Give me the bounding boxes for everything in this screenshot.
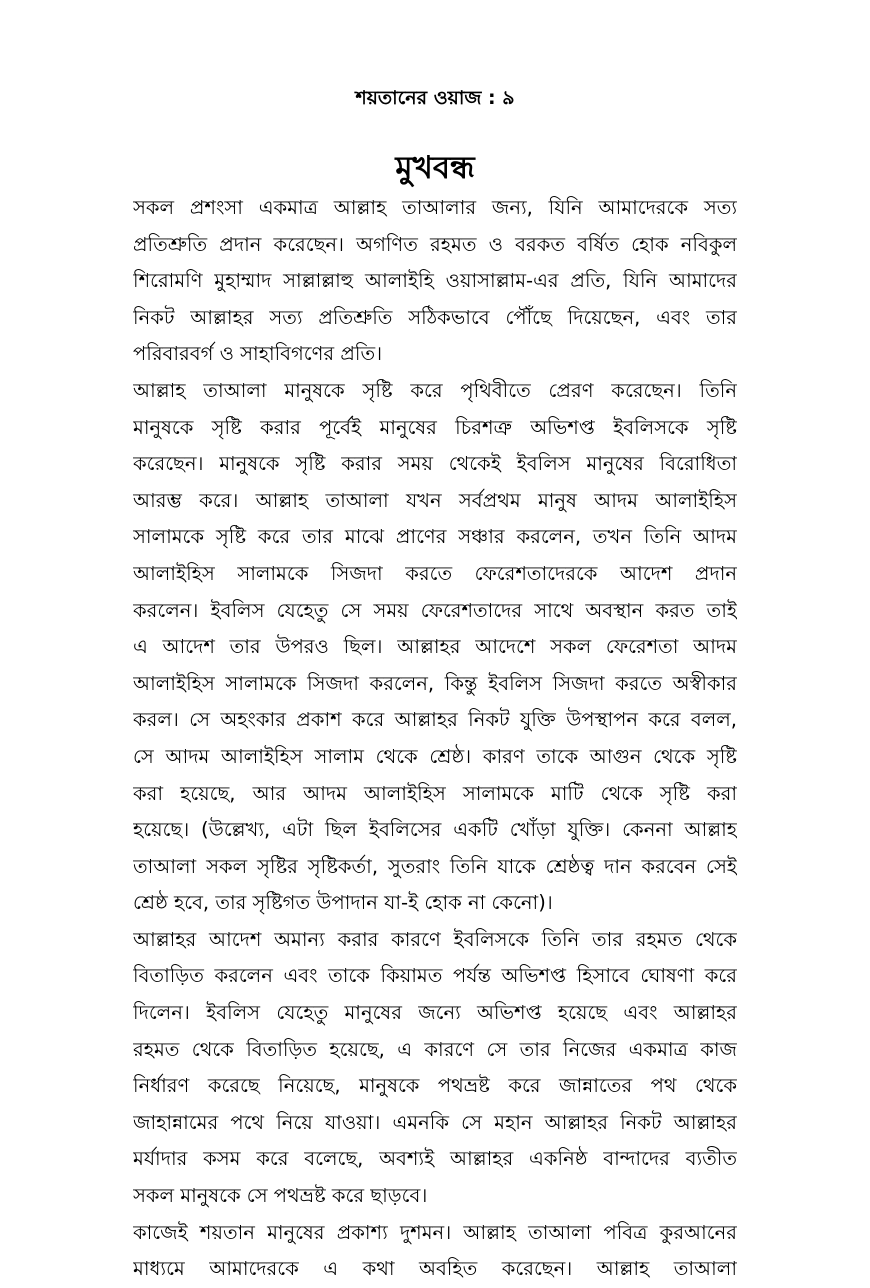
paragraph [133, 190, 737, 373]
text-line: মানুষকে সৃষ্টি করার পূর্বেই মানুষের চিরশত্রু অভিশপ্ত ইবলিসকে সৃষ্টি [133, 415, 737, 439]
text-line: মাধ্যমে আমাদেরকে এ কথা অবহিত করেছেন। আল্লাহ তাআলা [133, 1257, 737, 1281]
text-line: শ্রেষ্ঠ হবে, তার সৃষ্টিগত উপাদান যা-ই হোক না কেনো)। [133, 891, 553, 915]
text-line: আল্লাহ তাআলা মানুষকে সৃষ্টি করে পৃথিবীতে প্রেরণ করেছেন। তিনি [133, 378, 737, 402]
text-line: মর্যাদার কসম করে বলেছে, অবশ্যই আল্লাহর একনিষ্ঠ বান্দাদের ব্যতীত [133, 1147, 737, 1171]
text-line: জাহান্নামের পথে নিয়ে যাওয়া। এমনকি সে মহান আল্লাহর নিকট আল্লাহর [133, 1110, 737, 1134]
paragraph [133, 1215, 737, 1288]
text-line: করলেন। ইবলিস যেহেতু সে সময় ফেরেশতাদের সাথে অবস্থান করত তাই [133, 598, 737, 622]
text-line: পরিবারবর্গ ও সাহাবিগণের প্রতি। [133, 342, 383, 366]
text-line: এ আদেশ তার উপরও ছিল। আল্লাহর আদেশে সকল ফেরেশতা আদম [133, 635, 737, 659]
section-title: মুখবন্ধ [395, 150, 475, 186]
running-header: শয়তানের ওয়াজ : ৯ [355, 87, 515, 109]
text-line: সকল মানুষকে সে পথভ্রষ্ট করে ছাড়বে। [133, 1184, 428, 1208]
text-line: আলাইহিস সালামকে সিজদা করতে ফেরেশতাদেরকে আদেশ প্রদান [133, 561, 737, 585]
text-line: দিলেন। ইবলিস যেহেতু মানুষের জন্যে অভিশপ্ত হয়েছে এবং আল্লাহর [133, 1001, 737, 1025]
text-line: নিকট আল্লাহর সত্য প্রতিশ্রুতি সঠিকভাবে পৌঁছে দিয়েছেন, এবং তার [133, 305, 737, 329]
text-line: আরম্ভ করে। আল্লাহ তাআলা যখন সর্বপ্রথম মানুষ আদম আলাইহিস [133, 488, 737, 512]
text-line: প্রতিশ্রুতি প্রদান করেছেন। অগণিত রহমত ও বরকত বর্ষিত হোক নবিকুল [133, 232, 737, 256]
text-line: সকল প্রশংসা একমাত্র আল্লাহ তাআলার জন্য, যিনি আমাদেরকে সত্য [133, 196, 737, 219]
text-line: নির্ধারণ করেছে নিয়েছে, মানুষকে পথভ্রষ্ট করে জান্নাতের পথ থেকে [133, 1074, 737, 1098]
body-text [133, 190, 737, 1288]
text-line: করা হয়েছে, আর আদম আলাইহিস সালামকে মাটি থেকে সৃষ্টি করা [133, 781, 737, 805]
text-line: আলাইহিস সালামকে সিজদা করলেন, কিন্তু ইবলিস সিজদা করতে অস্বীকার [133, 671, 737, 695]
paragraph [133, 373, 737, 922]
text-line: তাআলা সকল সৃষ্টির সৃষ্টিকর্তা, সুতরাং তিনি যাকে শ্রেষ্ঠত্ব দান করবেন সেই [133, 854, 737, 878]
text-line: হয়েছে। (উল্লেখ্য, এটা ছিল ইবলিসের একটি খোঁড়া যুক্তি। কেননা আল্লাহ [133, 818, 737, 842]
text-line: করেছেন। মানুষকে সৃষ্টি করার সময় থেকেই ইবলিস মানুষের বিরোধিতা [133, 452, 737, 476]
paragraph [133, 922, 737, 1215]
text-line: সালামকে সৃষ্টি করে তার মাঝে প্রাণের সঞ্চার করলেন, তখন তিনি আদম [133, 525, 737, 549]
text-line: শিরোমণি মুহাম্মাদ সাল্লাল্লাহু আলাইহি ওয়াসাল্লাম-এর প্রতি, যিনি আমাদের [133, 269, 737, 293]
text-line: রহমত থেকে বিতাড়িত হয়েছে, এ কারণে সে তার নিজের একমাত্র কাজ [133, 1037, 737, 1061]
text-line: কাজেই শয়তান মানুষের প্রকাশ্য দুশমন। আল্লাহ তাআলা পবিত্র কুরআনের [133, 1220, 737, 1244]
text-line: বিতাড়িত করলেন এবং তাকে কিয়ামত পর্যন্ত অভিশপ্ত হিসাবে ঘোষণা করে [133, 964, 737, 988]
text-line: সে আদম আলাইহিস সালাম থেকে শ্রেষ্ঠ। কারণ তাকে আগুন থেকে সৃষ্টি [133, 744, 737, 768]
text-line: আল্লাহর আদেশ অমান্য করার কারণে ইবলিসকে তিনি তার রহমত থেকে [133, 927, 737, 951]
text-line: করল। সে অহংকার প্রকাশ করে আল্লাহর নিকট যুক্তি উপস্থাপন করে বলল, [133, 708, 737, 732]
